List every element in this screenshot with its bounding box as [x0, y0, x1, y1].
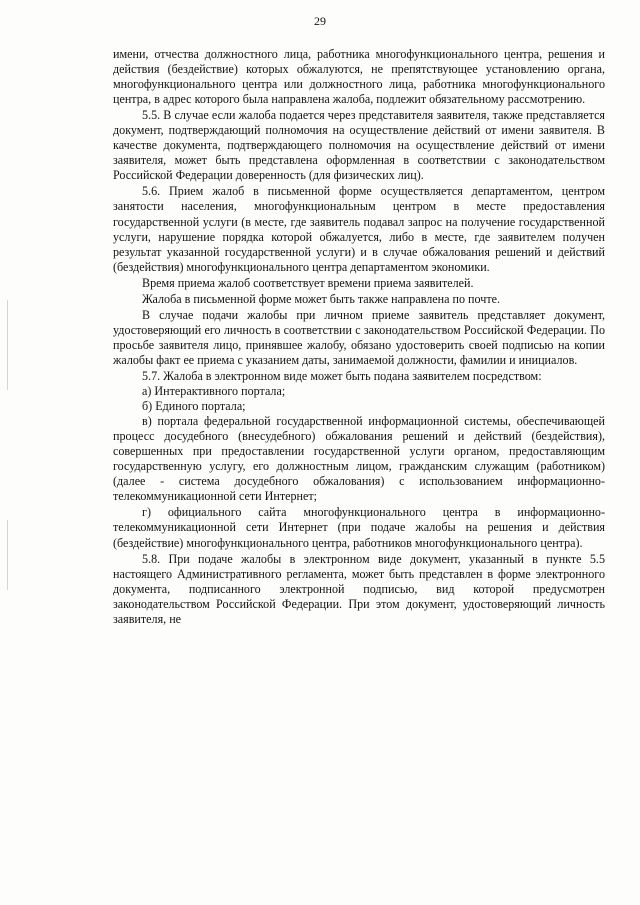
paragraph-reception-time: Время приема жалоб соответствует времени приема заявителей. [142, 275, 474, 290]
list-item-a: а) Интерактивного портала; [142, 384, 286, 399]
paragraph-mail: Жалоба в письменной форме может быть также направлена по почте. [142, 291, 501, 306]
list-item-b: б) Единого портала; [142, 399, 246, 414]
paragraph-continuation: имени, отчества должностного лица, работника многофункционального центра, решения и действия (бездействие) которых обжалуются, не препятствующее установлению органа, многофункционального центра или должностного лица, работника многофункционального центра, в адрес которого была направлена жалоба, подлежит обязательному рассмотрению. [113, 47, 605, 107]
paragraph-5-8: 5.8. При подаче жалобы в электронном виде документ, указанный в пункте 5.5 настоящего Административного регламента, может быть представлен в форме электронного документа, подписанного электронной подписью, вид которой предусмотрен законодательством Российской Федерации. При этом документ, удостоверяющий личность заявителя, не [113, 551, 605, 626]
page-number: 29 [314, 14, 326, 28]
paragraph-personal-reception: В случае подачи жалобы при личном приеме заявитель представляет документ, удостоверяющий его личность в соответствии с законодательством Российской Федерации. По просьбе заявителя лицо, принявшее жалобу, обязано удостоверить своей подписью на копии жалобы факт ее приема с указанием даты, занимаемой должности, фамилии и инициалов. [113, 307, 605, 367]
body-text [113, 47, 605, 627]
scan-margin-mark [7, 300, 8, 390]
list-item-v: в) портала федеральной государственной информационной системы, обеспечивающей процесс досудебного (внесудебного) обжалования решений и действий (бездействия), совершенных при предоставлении государственной услуги органом, предоставляющим государственную услугу, его должностным лицом, гражданским служащим (работником) (далее - система досудебного обжалования) с использованием информационно-телекоммуникационной сети Интернет; [113, 414, 605, 504]
list-item-g: г) официального сайта многофункционального центра в информационно-телекоммуникационной сети Интернет (при подаче жалобы на решения и действия (бездействие) многофункционального центра, работников многофункционального центра). [113, 505, 605, 550]
paragraph-5-5: 5.5. В случае если жалоба подается через представителя заявителя, также представляется документ, подтверждающий полномочия на осуществление действий от имени заявителя. В качестве документа, подтверждающего полномочия на осуществление действий от имени заявителя, может быть представлена оформленная в соответствии с законодательством Российской Федерации доверенность (для физических лиц). [113, 108, 605, 183]
paragraph-5-7: 5.7. Жалоба в электронном виде может быть подана заявителем посредством: [142, 368, 542, 383]
paragraph-5-6: 5.6. Прием жалоб в письменной форме осуществляется департаментом, центром занятости населения, многофункциональным центром в месте предоставления государственной услуги (в месте, где заявитель подавал запрос на получение государственной услуги, нарушение порядка которой обжалуется, либо в месте, где заявителем получен результат указанной государственной услуги) и в случае обжалования решений и действий (бездействия) многофункционального центра департаментом экономики. [113, 184, 605, 274]
scan-margin-mark [7, 520, 8, 590]
